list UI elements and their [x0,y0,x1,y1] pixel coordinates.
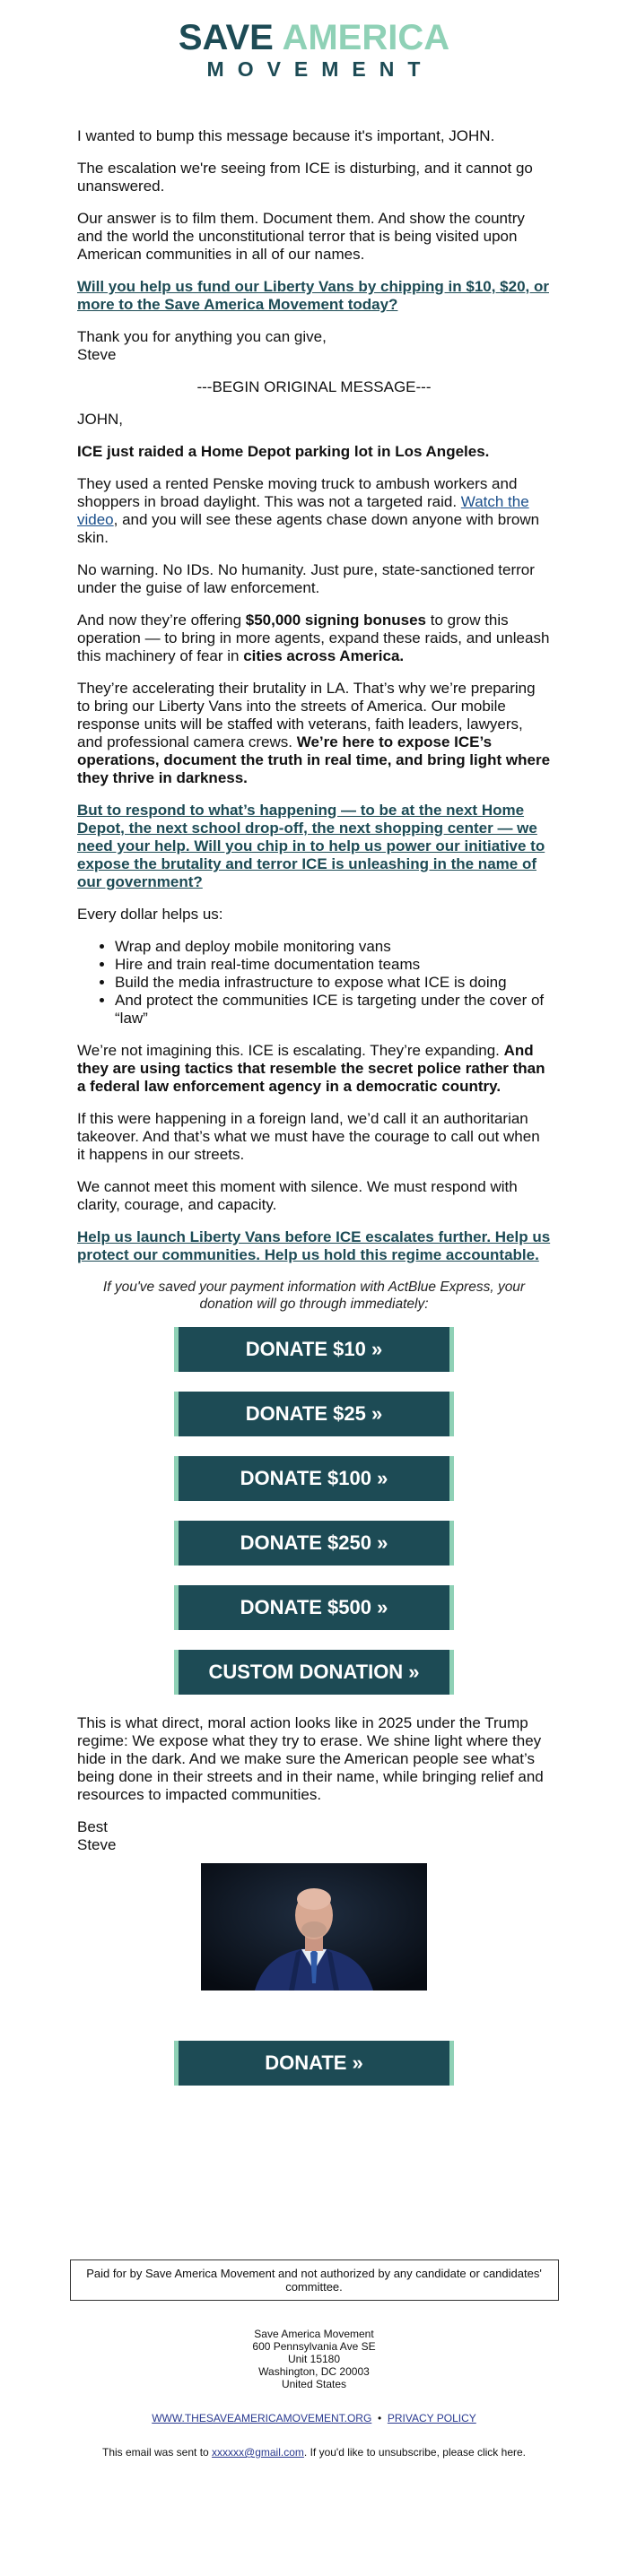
body-paragraph: And now they’re offering $50,000 signing bonuses to grow this operation — to bring in more agents, expand these raids, and unleash this machinery of fear in cities across America. [77,611,550,664]
closing-paragraph: This is what direct, moral action looks like in 2025 under the Trump regime: We expose what they try to erase. We shine light where they hide in the dark. And we make sure the American people see what’s being done in their streets and in their name, while bringing relief and resources to impacted communities. [77,1714,544,1803]
headline: ICE just raided a Home Depot parking lot in Los Angeles. [77,443,490,460]
recipient-email: xxxxxx@gmail.com [212,2446,304,2459]
donate-250-button[interactable]: DONATE $250 » [174,1521,454,1566]
website-link[interactable]: WWW.THESAVEAMERICAMOVEMENT.ORG [152,2412,372,2424]
body-paragraph: We’re not imagining this. ICE is escalating. They’re expanding. And they are using tactics that resemble the secret police rather than a federal law enforcement agency in a democratic country. [77,1042,545,1095]
footer-separator: • [377,2412,382,2424]
intro-paragraph: I wanted to bump this message because it's important, JOHN. [77,127,495,144]
body-paragraph: If this were happening in a foreign land, we’d call it an authoritarian takeover. And that’s what we must have the courage to call out when it happens in our streets. [77,1110,540,1163]
original-message-marker: ---BEGIN ORIGINAL MESSAGE--- [196,378,432,395]
save-america-logo[interactable] [0,0,628,84]
intro-paragraph: Our answer is to film them. Document them. And show the country and the world the unconstitutional terror that is being visited upon American communities in all of our names. [77,210,525,263]
every-dollar-label: Every dollar helps us: [77,906,223,923]
custom-donation-button[interactable]: CUSTOM DONATION » [174,1650,454,1695]
donate-button-group [0,1327,628,1695]
list-item: • Hire and train real-time documentation teams [115,956,551,974]
closing-best: Best [77,1818,109,1835]
body-paragraph: No warning. No IDs. No humanity. Just pure, state-sanctioned terror under the guise of law enforcement. [77,561,535,596]
actblue-express-note: If you've saved your payment information with ActBlue Express, your donation will go through immediately: [102,1279,526,1312]
body-paragraph: They’re accelerating their brutality in LA. That’s why we’re preparing to bring our Liberty Vans into the streets of America. Our mobile response units will be staffed with veterans, faith leaders, lawyers, and professional camera crews. We’re here to expose ICE’s operations, document the truth in real time, and bring light where they thrive in darkness. [77,680,551,786]
paid-for-disclaimer: Paid for by Save America Movement and not authorized by any candidate or candidates' committee. [70,2259,559,2301]
intro-signer: Steve [77,346,117,363]
closing-section [0,1714,628,1854]
steve-portrait-photo [201,1863,427,1991]
logo-word-america: AMERICA [282,18,450,57]
body-paragraph: They used a rented Penske moving truck to ambush workers and shoppers in broad daylight. This was not a targeted raid. Watch the video, and you will see these agents chase down anyone with brown skin. [77,475,540,546]
list-item: • And protect the communities ICE is targeting under the cover of “law” [115,992,551,1028]
greeting: JOHN, [77,411,123,428]
list-item: • Wrap and deploy mobile monitoring vans [115,938,551,956]
donate-500-button[interactable]: DONATE $500 » [174,1585,454,1630]
list-item: • Build the media infrastructure to expose what ICE is doing [115,974,551,992]
body-paragraph: We cannot meet this moment with silence. We must respond with clarity, courage, and capacity. [77,1178,518,1213]
email-body [0,127,628,1313]
portrait-image [201,1863,427,1991]
donate-10-button[interactable]: DONATE $10 » [174,1327,454,1372]
logo-word-movement: MOVEMENT [206,57,434,81]
launch-vans-donate-link[interactable]: Help us launch Liberty Vans before ICE escalates further. Help us protect our communities. Help us hold this regime accountable. [77,1228,551,1263]
final-donate-button[interactable]: DONATE » [174,2041,454,2086]
donate-25-button[interactable]: DONATE $25 » [174,1392,454,1436]
privacy-policy-link[interactable]: PRIVACY POLICY [387,2412,476,2424]
intro-donate-link[interactable]: Will you help us fund our Liberty Vans by chipping in $10, $20, or more to the Save America Movement today? [77,278,549,313]
respond-donate-link[interactable]: But to respond to what’s happening — to be at the next Home Depot, the next school drop-off, the next shopping center — we need your help. Will you chip in to help us power our initiative to expose the brutality and terror ICE is unleashing in the name of our government? [77,802,545,890]
benefits-list [77,938,551,1028]
closing-signer: Steve [77,1836,117,1853]
footer-links [0,2412,628,2424]
donate-100-button[interactable]: DONATE $100 » [174,1456,454,1501]
mailing-address: Save America Movement 600 Pennsylvania Ave SE Unit 15180 Washington, DC 20003 United States [252,2328,376,2390]
intro-paragraph: The escalation we're seeing from ICE is disturbing, and it cannot go unanswered. [77,160,533,195]
intro-thanks: Thank you for anything you can give, [77,328,327,345]
watch-video-link[interactable]: Watch the video [77,493,529,528]
unsubscribe-notice: This email was sent to xxxxxx@gmail.com. If you'd like to unsubscribe, please click here. [101,2446,526,2459]
unsubscribe-link[interactable]: . If you'd like to unsubscribe, please click here. [303,2446,526,2459]
logo-word-save: SAVE [178,18,274,57]
